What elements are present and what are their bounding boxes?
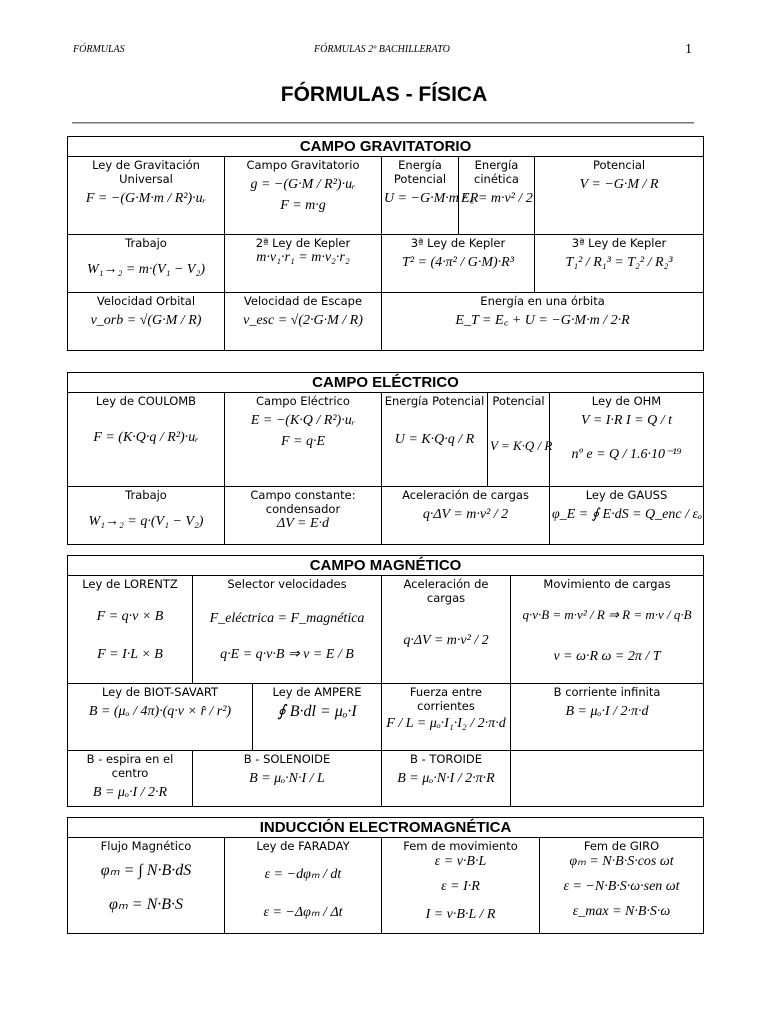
- formula: F_eléctrica = F_magnética: [209, 611, 365, 626]
- header-left: FÓRMULAS: [73, 44, 125, 55]
- formula: φₘ = N·B·S·cos ωt: [569, 854, 674, 869]
- cell-fem-giro: [540, 838, 704, 934]
- cell-aceleracion-cargas: [382, 487, 550, 545]
- cell-label: Ley de LORENTZ: [82, 577, 178, 591]
- formula: ε_max = N·B·S·ω: [572, 904, 671, 919]
- cell-b-espira: [68, 751, 193, 807]
- formula: q·v·B = m·v² / R ⇒ R = m·v / q·B: [522, 607, 692, 622]
- cell-ley-coulomb: [68, 393, 225, 487]
- cell-ley-lorentz: [68, 576, 193, 684]
- cell-label: Trabajo: [125, 488, 167, 502]
- formula: ε = −dφₘ / dt: [264, 867, 342, 882]
- formula: W₁→₂ = q·(V₁ − V₂): [88, 514, 204, 529]
- cell-ley-ohm: [550, 393, 704, 487]
- cell-label: Velocidad Orbital: [96, 294, 196, 308]
- formula: q·ΔV = m·v² / 2: [422, 507, 509, 522]
- cell-label: Campo constante: condensador: [250, 488, 356, 516]
- formula: v_orb = √(G·M / R): [90, 313, 202, 328]
- cell-trabajo: [68, 235, 225, 293]
- cell-label: Ley de OHM: [591, 394, 662, 408]
- cell-label: Flujo Magnético: [100, 839, 192, 853]
- formula: F = q·E: [280, 434, 326, 449]
- cell-label: Campo Gravitatorio: [246, 158, 360, 172]
- cell-kepler-3b: [535, 235, 704, 293]
- cell-campo-electrico: [225, 393, 382, 487]
- cell-label: Energía Potencial: [393, 158, 447, 186]
- cell-b-toroide: [382, 751, 511, 807]
- cell-label: Fem de movimiento: [403, 839, 518, 853]
- cell-label: Energía Potencial: [384, 394, 485, 408]
- formula: ε = −N·B·S·ω·sen ωt: [563, 879, 680, 894]
- cell-velocidad-escape: [225, 293, 382, 351]
- cell-label: Fem de GIRO: [583, 839, 660, 853]
- cell-ley-faraday: [225, 838, 382, 934]
- section-title: CAMPO MAGNÉTICO: [68, 556, 704, 576]
- cell-label: Velocidad de Escape: [243, 294, 363, 308]
- cell-flujo-magnetico: [68, 838, 225, 934]
- cell-label: 2ª Ley de Kepler: [255, 236, 351, 250]
- formula: v = ω·R ω = 2π / T: [553, 649, 661, 664]
- cell-energia-cinetica: [459, 157, 535, 235]
- formula: V = −G·M / R: [579, 177, 659, 192]
- cell-label: Movimiento de cargas: [543, 577, 671, 591]
- section-title: CAMPO GRAVITATORIO: [68, 137, 704, 157]
- section-campo-magnetico: [67, 555, 704, 807]
- formula: ∮ B·dl = μₒ·I: [277, 703, 357, 720]
- cell-label: Ley de Gravitación Universal: [92, 158, 200, 186]
- formula: F = q·v × B: [96, 609, 164, 624]
- cell-label: Potencial: [492, 394, 545, 408]
- formula: v_esc = √(2·G·M / R): [243, 313, 363, 328]
- formula: F / L = μₒ·I₁·I₂ / 2·π·d: [386, 716, 506, 731]
- section-title: CAMPO ELÉCTRICO: [68, 373, 704, 393]
- formula: V = K·Q / R: [490, 438, 553, 453]
- cell-potencial: [535, 157, 704, 235]
- formula: B = μₒ·N·I / 2·π·R: [397, 771, 495, 786]
- formula: q·E = q·v·B ⇒ v = E / B: [220, 647, 354, 662]
- cell-campo-gravitatorio: [225, 157, 382, 235]
- cell-fem-movimiento: [382, 838, 540, 934]
- formula: ε = I·R: [441, 879, 480, 894]
- cell-label: 3ª Ley de Kepler: [571, 236, 667, 250]
- page-number: 1: [685, 42, 692, 57]
- cell-condensador: [225, 487, 382, 545]
- title-rule: [72, 122, 694, 124]
- cell-label: Potencial: [592, 158, 646, 172]
- formula: B = μₒ·N·I / L: [249, 771, 325, 786]
- formula: m·v₁·r₁ = m·v₂·r₂: [256, 250, 350, 265]
- page-title: FÓRMULAS - FÍSICA: [280, 83, 488, 106]
- header-center: FÓRMULAS 2º BACHILLERATO: [314, 44, 450, 55]
- formula: F = (K·Q·q / R²)·uᵣ: [93, 430, 199, 445]
- cell-trabajo: [68, 487, 225, 545]
- cell-ley-ampere: [253, 684, 382, 751]
- formula: ε = v·B·L: [434, 854, 487, 869]
- formula: ΔV = E·d: [276, 516, 329, 531]
- cell-label: Ley de GAUSS: [585, 488, 668, 502]
- formula: φₘ = N·B·S: [108, 896, 184, 913]
- cell-aceleracion-cargas: [382, 576, 511, 684]
- cell-label: B - TOROIDE: [410, 752, 482, 766]
- cell-biot-savart: [68, 684, 253, 751]
- formula: φ_E = ∮ E·dS = Q_enc / εₒ: [552, 507, 702, 522]
- cell-empty: [511, 751, 704, 807]
- formula: nº e = Q / 1.6·10⁻¹⁹: [571, 447, 682, 462]
- cell-energia-orbita: [382, 293, 704, 351]
- cell-label: Ley de BIOT-SAVART: [101, 685, 219, 699]
- formula: g = −(G·M / R²)·uᵣ: [250, 177, 356, 192]
- cell-label: Fuerza entre corrientes: [409, 685, 483, 713]
- cell-velocidad-orbital: [68, 293, 225, 351]
- section-campo-gravitatorio: [67, 136, 704, 351]
- formula: F = I·L × B: [97, 647, 163, 662]
- cell-label: B - SOLENOIDE: [243, 752, 331, 766]
- cell-label: Ley de AMPERE: [272, 685, 362, 699]
- cell-fuerza-corrientes: [382, 684, 511, 751]
- cell-energia-potencial: [382, 157, 479, 235]
- formula: F = −(G·M·m / R²)·uᵣ: [85, 191, 207, 206]
- cell-ley-gauss: [550, 487, 704, 545]
- cell-label: Ley de FARADAY: [256, 839, 350, 853]
- cell-potencial: [488, 393, 553, 487]
- cell-label: Energía en una órbita: [480, 294, 605, 308]
- cell-label: Selector velocidades: [227, 577, 347, 591]
- formula: ε = −Δφₘ / Δt: [263, 905, 343, 920]
- cell-label: Aceleración de cargas: [402, 488, 529, 502]
- formula: U = −G·M·m / R: [384, 191, 479, 206]
- formula: V = I·R I = Q / t: [581, 413, 672, 428]
- formula: φₘ = ∫ N·B·dS: [100, 862, 192, 879]
- formula: B = μₒ·I / 2·π·d: [565, 704, 649, 719]
- cell-energia-potencial: [382, 393, 488, 487]
- formula: I = v·B·L / R: [425, 907, 496, 922]
- formula: U = K·Q·q / R: [394, 432, 475, 447]
- formula: T² = (4·π² / G·M)·R³: [402, 255, 514, 270]
- cell-kepler-3a: [382, 235, 535, 293]
- cell-movimiento-cargas: [511, 576, 704, 684]
- cell-label: Campo Eléctrico: [256, 394, 350, 408]
- cell-label: 3ª Ley de Kepler: [410, 236, 506, 250]
- section-title: INDUCCIÓN ELECTROMAGNÉTICA: [68, 818, 704, 838]
- section-induccion-electromagnetica: [67, 817, 704, 934]
- cell-label: B corriente infinita: [553, 685, 661, 699]
- cell-kepler-2: [225, 235, 382, 293]
- cell-label: Ley de COULOMB: [95, 394, 197, 408]
- formula: W₁→₂ = m·(V₁ − V₂): [86, 262, 206, 277]
- formula: T₁² / R₁³ = T₂² / R₂³: [565, 255, 673, 270]
- cell-b-corriente-infinita: [511, 684, 704, 751]
- formula: E꜀ = m·v² / 2: [461, 191, 533, 206]
- cell-label: Trabajo: [125, 236, 167, 250]
- formula: q·ΔV = m·v² / 2: [403, 633, 489, 648]
- formula: F = m·g: [280, 198, 326, 213]
- formula: B = (μₒ / 4π)·(q·v × r̂ / r²): [88, 704, 232, 719]
- section-campo-electrico: [67, 372, 704, 545]
- cell-ley-gravitacion: [68, 157, 225, 235]
- formula: B = μₒ·I / 2·R: [92, 785, 168, 800]
- cell-label: Energía cinética: [474, 158, 519, 186]
- cell-b-solenoide: [193, 751, 382, 807]
- cell-label: Aceleración de cargas: [403, 577, 489, 605]
- cell-selector-velocidades: [193, 576, 382, 684]
- formula: E = −(K·Q / R²)·uᵣ: [250, 413, 356, 428]
- formula: E_T = E꜀ + U = −G·M·m / 2·R: [455, 313, 630, 328]
- cell-label: B - espira en el centro: [86, 752, 174, 780]
